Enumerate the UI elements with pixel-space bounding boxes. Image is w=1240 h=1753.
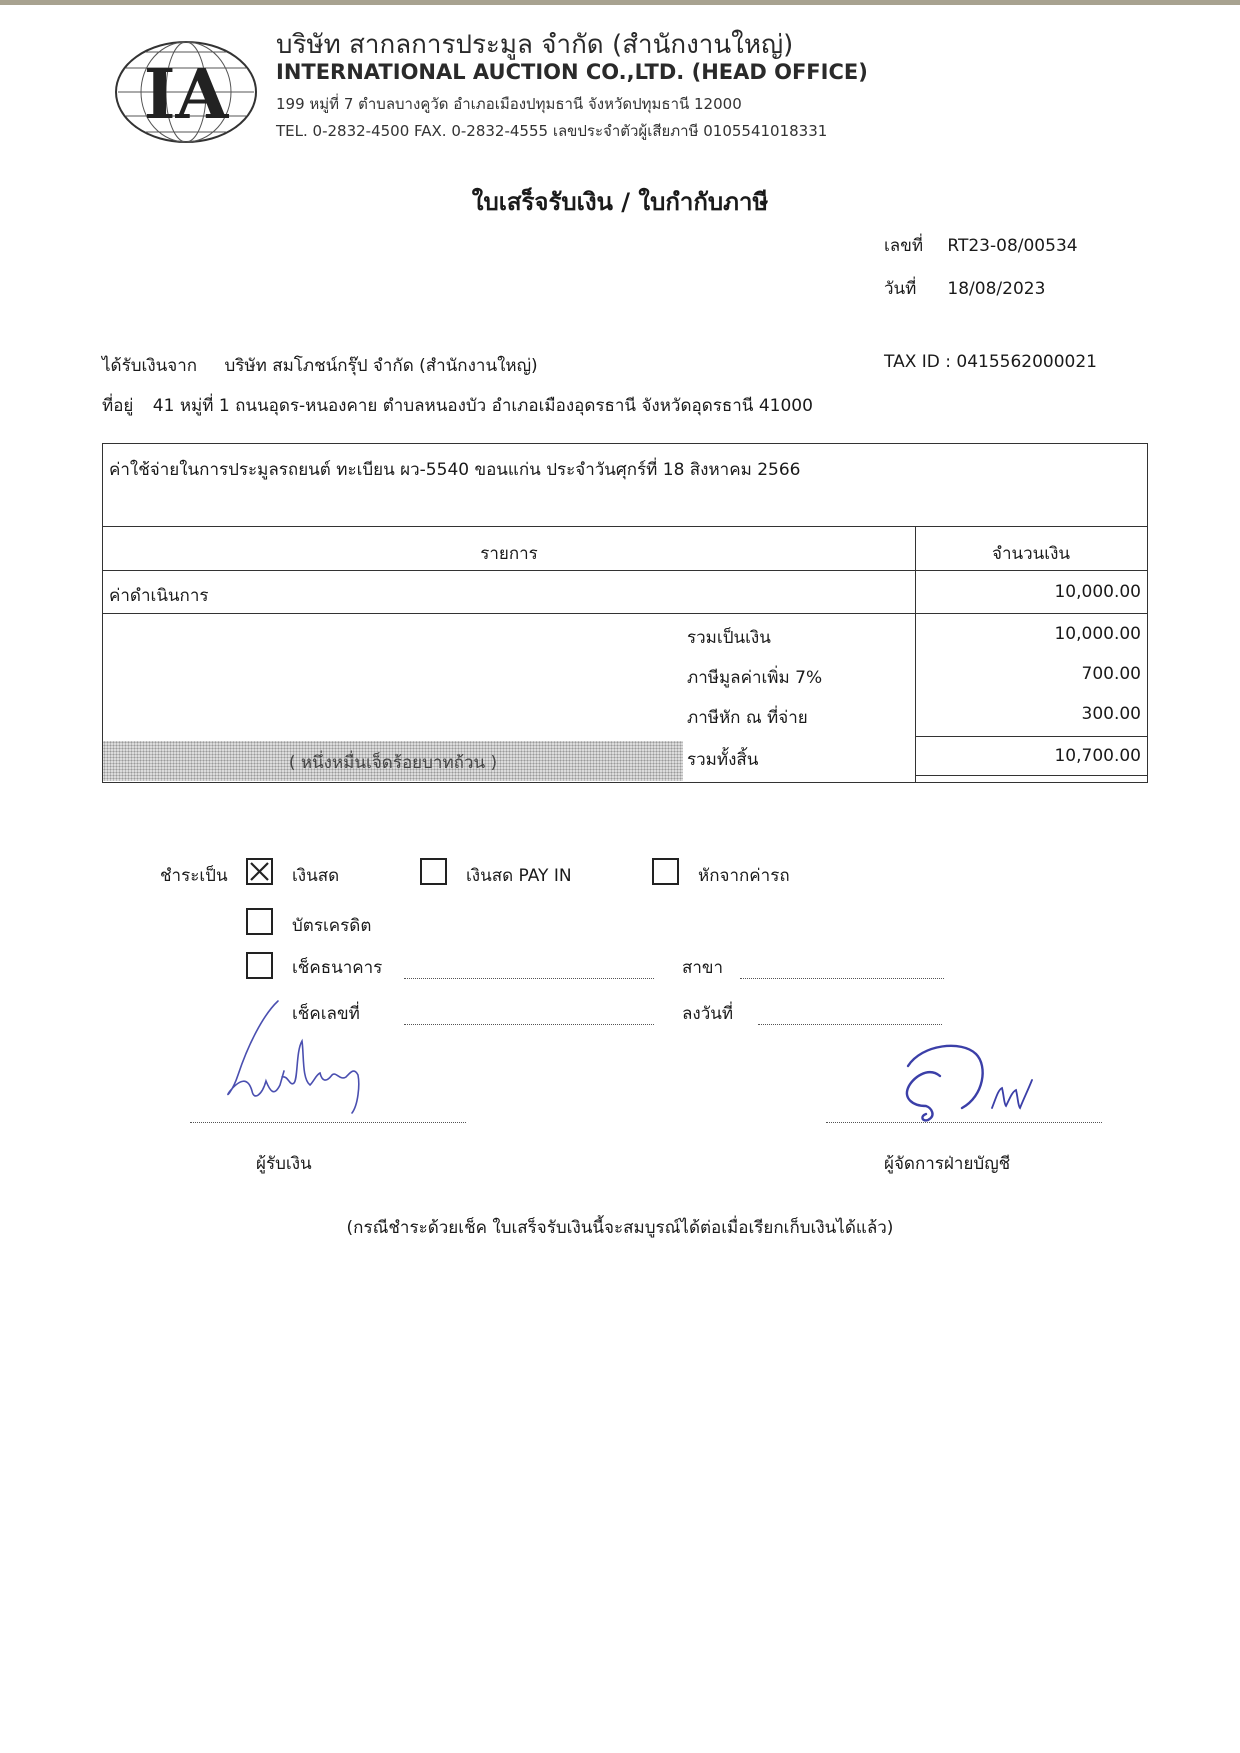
footer-note: (กรณีชำระด้วยเช็ค ใบเสร็จรับเงินนี้จะสมบูรณ์ได้ต่อเมื่อเรียกเก็บเงินได้แล้ว) <box>346 1218 894 1238</box>
document-number-value: RT23-08/00534 <box>947 236 1078 256</box>
option-cash-label: เงินสด <box>292 866 340 886</box>
company-contact: TEL. 0-2832-4500 FAX. 0-2832-4555 เลขประจำตัวผู้เสียภาษี 0105541018331 <box>276 122 828 140</box>
vat-amount: 700.00 <box>1081 664 1141 684</box>
header-amount: จำนวนเงิน <box>991 544 1071 564</box>
total-label: รวมทั้งสิ้น <box>687 750 759 770</box>
company-name-thai: บริษัท สากลการประมูล จำกัด (สำนักงานใหญ่) <box>276 30 794 60</box>
customer-tax-id: TAX ID : 0415562000021 <box>884 352 1097 372</box>
option-bank-cheque-label: เช็คธนาคาร <box>292 958 383 978</box>
option-cash-pay-in-label: เงินสด PAY IN <box>466 866 572 886</box>
withholding-tax-amount: 300.00 <box>1081 704 1141 724</box>
checkbox-bank-cheque[interactable] <box>246 952 273 979</box>
withholding-tax-label: ภาษีหัก ณ ที่จ่าย <box>687 708 808 728</box>
cheque-date-label: ลงวันที่ <box>682 1004 734 1024</box>
checkmark-x-icon <box>248 860 271 883</box>
cheque-number-label: เช็คเลขที่ <box>292 1004 360 1024</box>
row-amount: 10,000.00 <box>1054 582 1141 602</box>
items-table <box>102 443 1148 783</box>
option-deduct-from-car-label: หักจากค่ารถ <box>698 866 790 886</box>
address-label: ที่อยู่ <box>102 396 134 416</box>
company-logo <box>112 38 260 146</box>
receiver-signature <box>218 995 418 1120</box>
payment-label: ชำระเป็น <box>160 866 228 886</box>
scan-top-edge <box>0 0 1240 5</box>
document-title: ใบเสร็จรับเงิน / ใบกำกับภาษี <box>471 188 769 216</box>
document-number <box>884 232 1078 259</box>
bank-cheque-line <box>404 978 654 979</box>
branch-label: สาขา <box>682 958 724 978</box>
checkbox-deduct-from-car[interactable] <box>652 858 679 885</box>
table-divider <box>103 526 1147 527</box>
checkbox-credit-card[interactable] <box>246 908 273 935</box>
customer-address-value: 41 หมู่ที่ 1 ถนนอุดร-หนองคาย ตำบลหนองบัว อำเภอเมืองอุดรธานี จังหวัดอุดรธานี 41000 <box>152 396 813 416</box>
company-address: 199 หมู่ที่ 7 ตำบลบางคูวัด อำเภอเมืองปทุมธานี จังหวัดปทุมธานี 12000 <box>276 95 742 113</box>
logo-text: IA <box>143 55 229 135</box>
customer-name: บริษัท สมโภชน์กรุ๊ป จำกัด (สำนักงานใหญ่) <box>224 356 538 376</box>
total-divider <box>915 736 1147 737</box>
cheque-date-line <box>758 1024 942 1025</box>
document-number-label: เลขที่ <box>884 236 924 256</box>
document-date <box>884 275 1045 302</box>
received-from <box>102 352 538 379</box>
manager-signature <box>892 1036 1052 1126</box>
table-divider <box>103 570 1147 571</box>
header-item: รายการ <box>480 544 538 564</box>
checkbox-cash[interactable] <box>246 858 273 885</box>
row-item: ค่าดำเนินการ <box>109 586 209 606</box>
subtotal-label: รวมเป็นเงิน <box>687 628 771 648</box>
vat-label: ภาษีมูลค่าเพิ่ม 7% <box>687 668 823 688</box>
branch-line <box>740 978 944 979</box>
document-date-value: 18/08/2023 <box>947 279 1046 299</box>
option-credit-card-label: บัตรเครดิต <box>292 916 372 936</box>
total-double-underline <box>915 775 1147 776</box>
amount-in-words: ( หนึ่งหมื่นเจ็ดร้อยบาทถ้วน ) <box>288 753 498 773</box>
manager-label: ผู้จัดการฝ่ายบัญชี <box>884 1154 1011 1174</box>
customer-address <box>102 392 813 419</box>
checkbox-cash-pay-in[interactable] <box>420 858 447 885</box>
receiver-signature-line <box>190 1122 466 1123</box>
total-amount: 10,700.00 <box>1054 746 1141 766</box>
manager-signature-line <box>826 1122 1102 1123</box>
table-description: ค่าใช้จ่ายในการประมูลรถยนต์ ทะเบียน ผว-5540 ขอนแก่น ประจำวันศุกร์ที่ 18 สิงหาคม 2566 <box>109 460 801 480</box>
company-name-english: INTERNATIONAL AUCTION CO.,LTD. (HEAD OFFICE) <box>276 60 868 84</box>
received-from-label: ได้รับเงินจาก <box>102 356 198 376</box>
cheque-number-line <box>404 1024 654 1025</box>
subtotal-amount: 10,000.00 <box>1054 624 1141 644</box>
table-divider <box>103 613 1147 614</box>
document-date-label: วันที่ <box>884 279 917 299</box>
receiver-label: ผู้รับเงิน <box>256 1154 312 1174</box>
